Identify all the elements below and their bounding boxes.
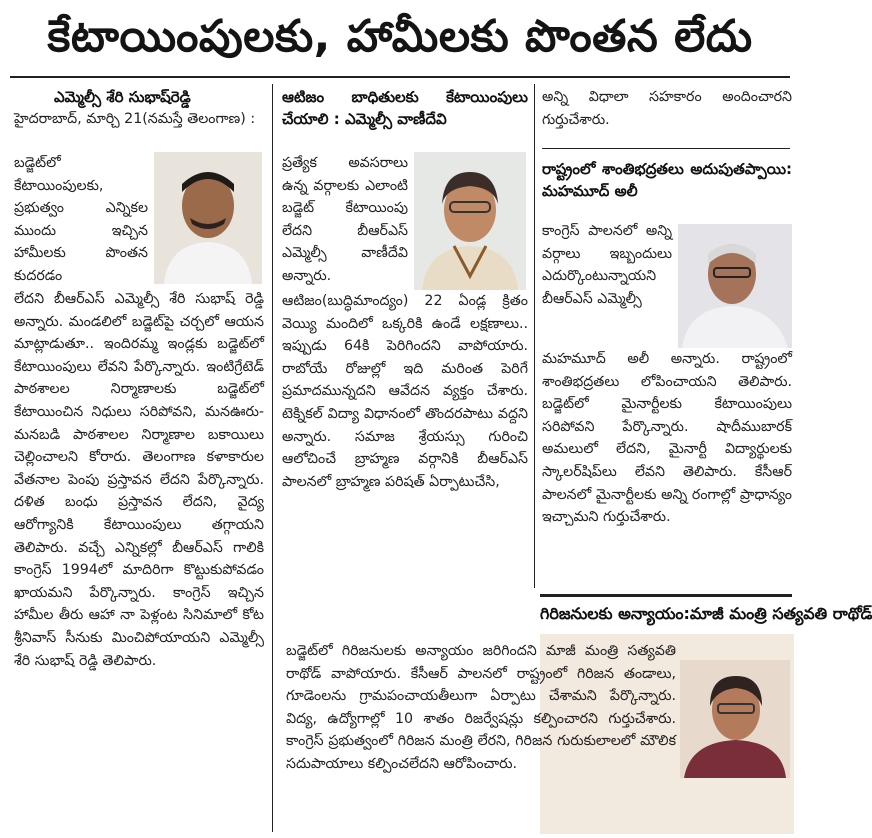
body-short-mahmood-ali: కాంగ్రెస్ పాలనలో అన్ని వర్గాలు ఇబ్బందులు ఎదుర్కొంటున్నాయని బీఆర్ఎస్ ఎమ్మెల్సీ xyxy=(542,223,672,307)
column-vani-devi-body-short xyxy=(282,152,408,288)
column-mahmood-ali-body xyxy=(542,348,792,529)
photo-vani-devi xyxy=(414,152,526,290)
column-vani-devi-body xyxy=(282,290,528,493)
column-divider-1 xyxy=(272,84,273,832)
photo-mahmood-ali xyxy=(678,224,792,348)
body-mahmood-ali: మహమూద్ అలీ అన్నారు. రాష్ట్రంలో శాంతిభద్రతలు లోపించాయని తెలిపారు. బడ్జెట్‌లో మైనార్టీలకు కేటాయింపులు సరిపోవని పేర్కొన్నారు. షాదీముబారక్ అమలులో లేదని, మైనార్టీ విద్యార్థులకు స్కాలర్‌షిప్‌లు లేవని తెలిపారు. కేసీఆర్ పాలనలో మైనార్టీలకు అన్ని రంగాల్లో ప్రాధాన్యం ఇచ్చామని గుర్తుచేశారు. xyxy=(542,351,792,526)
photo-satyavathi-rathod xyxy=(680,660,790,778)
box-body-wrapper xyxy=(286,640,676,776)
column-divider-2 xyxy=(534,84,535,588)
column-subhash-reddy-body xyxy=(14,288,264,672)
body-vani-devi-continued: అన్ని విధాలా సహకారం అందించారని గుర్తుచేశారు. xyxy=(542,89,792,128)
headline-rule xyxy=(10,76,790,78)
dateline: హైదరాబాద్, మార్చి 21(నమస్తే తెలంగాణ) : xyxy=(14,111,256,127)
box-heading-satyavathi: గిరిజనులకు అన్యాయం:మాజీ మంత్రి సత్యవతి రాథోడ్ xyxy=(540,594,792,633)
subhead-subhash-reddy: ఎమ్మెల్సీ శేరి సుభాష్‌రెడ్డి xyxy=(54,88,191,106)
section-divider xyxy=(542,148,790,149)
column-mahmood-ali-subhead xyxy=(542,158,792,202)
column-vani-devi xyxy=(282,86,528,130)
headline: కేటాయింపులకు, హామీలకు పొంతన లేదు xyxy=(47,11,753,62)
subhead-mahmood-ali: రాష్ట్రంలో శాంతిభద్రతలు అదుపుతప్పాయి: మహమూద్ అలీ xyxy=(542,160,792,200)
body-subhash-reddy: లేదని బీఆర్ఎస్ ఎమ్మెల్సీ శేరి సుభాష్ రెడ్డి అన్నారు. మండలిలో బడ్జెట్‌పై చర్చలో ఆయన మాట్లాడుతూ.. ఇందిరమ్మ ఇండ్లకు బడ్జెట్‌లో కేటాయింపులు లేవని పేర్కొన్నారు. ఇంటిగ్రేటెడ్ పాఠశాలల నిర్మాణాలకు బడ్జెట్‌లో కేటాయించిన నిధులు సరిపోవని, మనఊరు-మనబడి పాఠశాలల నిర్మాణాల బకాయిలు చెల్లించాలని కోరారు. తెలంగాణ కళాకారుల వేతనాల పెంపు ప్రస్తావన లేదని పేర్కొన్నారు. దళిత బంధు ప్రస్తావన లేదని, వైద్య ఆరోగ్యానికి కేటాయింపులు తగ్గాయని తెలిపారు. వచ్చే ఎన్నికల్లో బీఆర్ఎస్ గాలికి కాంగ్రెస్ 1994లో మాదిరిగా కొట్టుకుపోవడం ఖాయమని పేర్కొన్నారు. కాంగ్రెస్ ఇచ్చిన హామీల తీరు ఆహా నా పెళ్లంట సినిమాలో కోట శ్రీనివాస్ సీనుకు మించిపోయాయని ఎమ్మెల్సీ శేరి సుభాష్ రెడ్డి తెలిపారు. xyxy=(14,291,264,669)
body-short-vani-devi: ప్రత్యేక అవసరాలు ఉన్న వర్గాలకు ఎలాంటి బడ్జెట్ కేటాయింపు లేదని బీఆర్ఎస్ ఎమ్మెల్సీ వాణీదేవి అన్నారు. xyxy=(282,155,408,284)
column-subhash-reddy xyxy=(14,86,264,131)
column-mahmood-ali xyxy=(542,86,792,131)
photo-subhash-reddy xyxy=(154,152,262,284)
body-satyavathi: బడ్జెట్‌లో గిరిజనులకు అన్యాయం జరిగిందని మాజీ మంత్రి సత్యవతి రాథోడ్ వాపోయారు. కేసీఆర్ పాలనలో రాష్ట్రంలో గిరిజన తండాలు, గూడెంలను గ్రామపంచాయతీలుగా ఏర్పాటు చేశామని పేర్కొన్నారు. విద్య, ఉద్యోగాల్లో 10 శాతం రిజర్వేషన్లు కల్పించారని గుర్తుచేశారు. కాంగ్రెస్ ప్రభుత్వంలో గిరిజన మంత్రి లేరని, గిరిజన గురుకులాలలో మౌలిక సదుపాయాలు కల్పించలేదని ఆరోపించారు. xyxy=(286,643,676,772)
subhead-vani-devi: ఆటిజం బాధితులకు కేటాయింపులు చేయాలి : ఎమ్మెల్సీ వాణీదేవి xyxy=(282,88,528,128)
column-subhash-reddy-body-short xyxy=(14,152,148,288)
body-vani-devi: ఆటిజం(బుద్ధిమాంద్యం) 22 ఏండ్ల క్రితం వెయ్యి మందిలో ఒక్కరికి ఉండే లక్షణాలు.. ఇప్పుడు 64కి పెరిగిందని వాపోయారు. రాబోయే రోజుల్లో ఇది మరింత పెరిగే ప్రమాదమున్నదని ఆవేదన వ్యక్తం చేశారు. టెక్నికల్ విద్యా విధానంలో తొందరపాటు వద్దని అన్నారు. సమాజ శ్రేయస్సు గురించి ఆలోచించే బ్రాహ్మణ వర్గానికి బీఆర్ఎస్ పాలనలో బ్రాహ్మణ పరిషత్ ఏర్పాటుచేసి, xyxy=(282,293,528,490)
column-mahmood-ali-body-short xyxy=(542,220,672,310)
body-short-subhash-reddy: బడ్జెట్‌లో కేటాయింపులకు, ప్రభుత్వం ఎన్నికల ముందు ఇచ్చిన హామీలకు పొంతన కుదరడం xyxy=(14,155,148,284)
